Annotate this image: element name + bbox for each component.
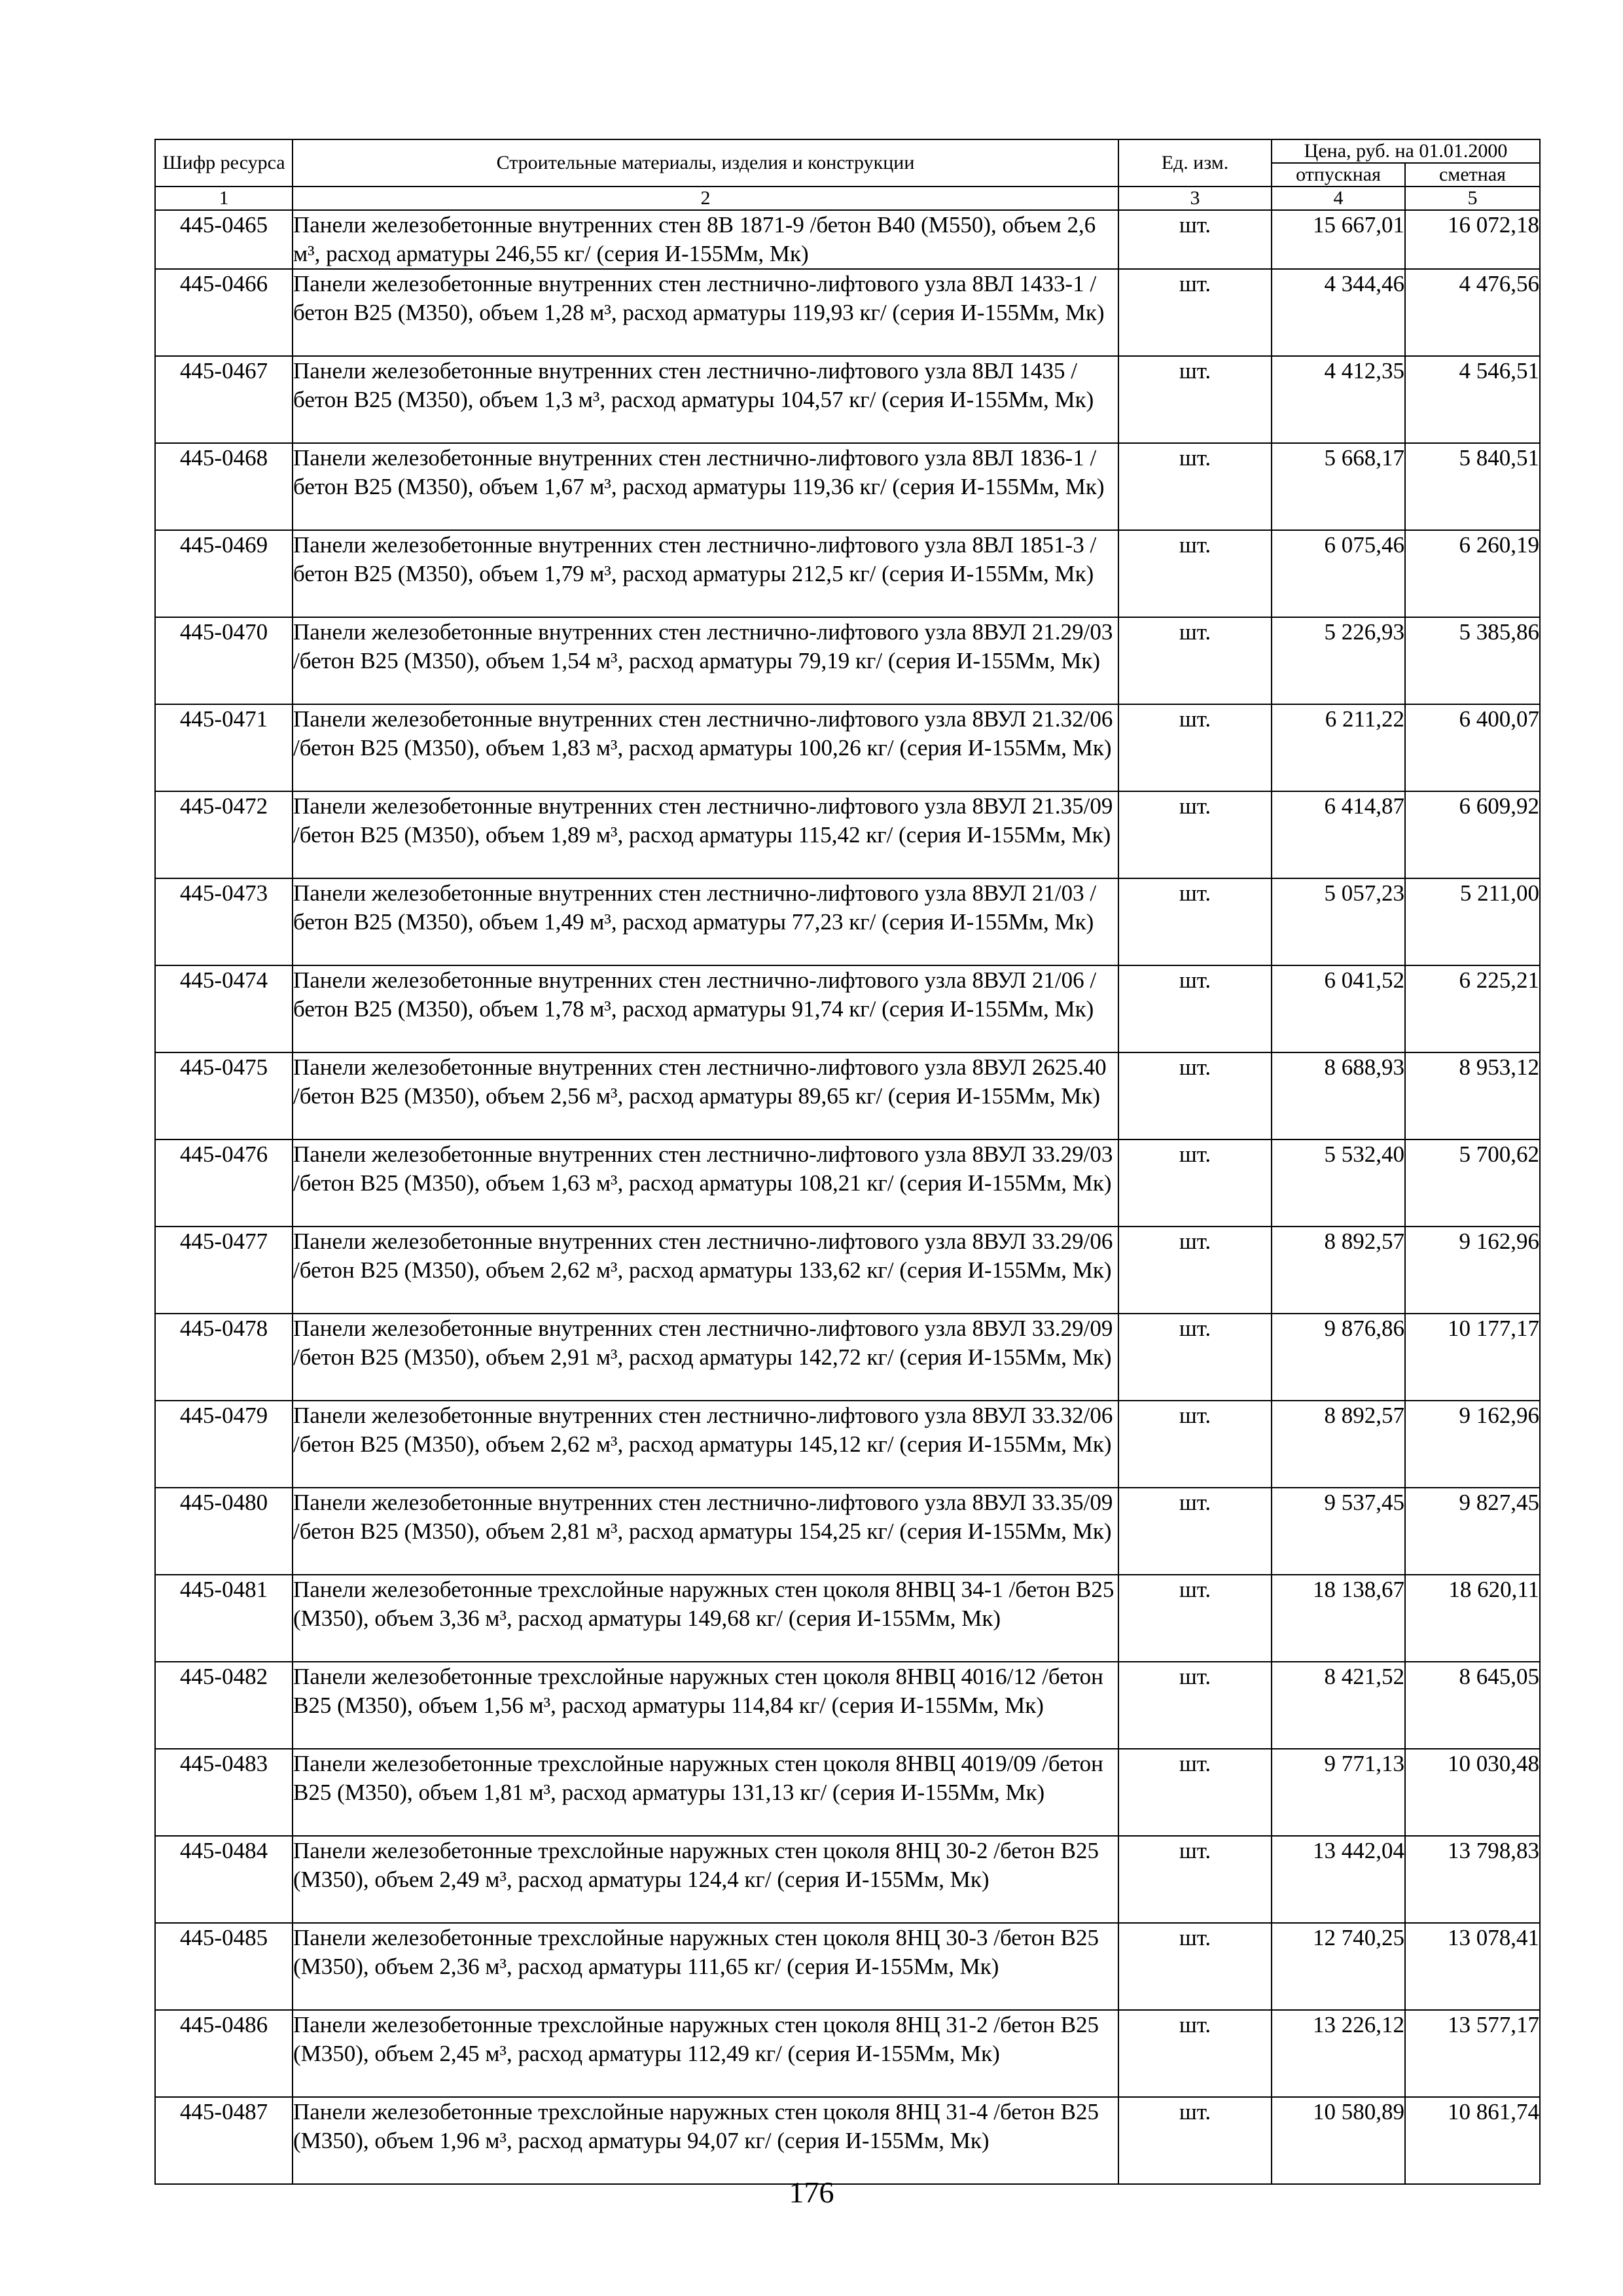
material-name-cell: Панели железобетонные трехслойные наружных стен цоколя 8НВЦ 34-1 /бетон В25 (М350), объем 3,36 м³, расход арматуры 149,68 кг/ (серия И-155Мм, Мк) <box>293 1575 1118 1662</box>
unit-cell: шт. <box>1118 1662 1272 1749</box>
resource-code-cell: 445-0475 <box>155 1052 293 1139</box>
resource-code-cell: 445-0467 <box>155 356 293 443</box>
unit-cell: шт. <box>1118 1139 1272 1227</box>
header-price-group: Цена, руб. на 01.01.2000 <box>1272 139 1540 163</box>
estimate-price-cell: 8 645,05 <box>1405 1662 1540 1749</box>
table-body <box>155 210 1540 2184</box>
unit-cell: шт. <box>1118 704 1272 791</box>
table-row <box>155 1575 1540 1662</box>
unit-cell: шт. <box>1118 2097 1272 2184</box>
resource-code-cell: 445-0483 <box>155 1749 293 1836</box>
resource-code-cell: 445-0484 <box>155 1836 293 1923</box>
resource-code-cell: 445-0466 <box>155 269 293 356</box>
release-price-cell: 13 442,04 <box>1272 1836 1405 1923</box>
unit-cell: шт. <box>1118 1314 1272 1401</box>
release-price-cell: 6 414,87 <box>1272 791 1405 878</box>
release-price-cell: 8 892,57 <box>1272 1227 1405 1314</box>
estimate-price-cell: 10 861,74 <box>1405 2097 1540 2184</box>
resource-code-cell: 445-0487 <box>155 2097 293 2184</box>
material-name-cell: Панели железобетонные трехслойные наружных стен цоколя 8НЦ 31-4 /бетон В25 (М350), объем 1,96 м³, расход арматуры 94,07 кг/ (серия И-155Мм, Мк) <box>293 2097 1118 2184</box>
release-price-cell: 8 892,57 <box>1272 1401 1405 1488</box>
release-price-cell: 5 226,93 <box>1272 617 1405 704</box>
resource-code-cell: 445-0465 <box>155 210 293 269</box>
resource-code-cell: 445-0470 <box>155 617 293 704</box>
resource-code-cell: 445-0476 <box>155 1139 293 1227</box>
table-row <box>155 269 1540 356</box>
material-name-cell: Панели железобетонные трехслойные наружных стен цоколя 8НЦ 30-3 /бетон В25 (М350), объем 2,36 м³, расход арматуры 111,65 кг/ (серия И-155Мм, Мк) <box>293 1923 1118 2010</box>
resource-code-cell: 445-0474 <box>155 965 293 1052</box>
table-row <box>155 1227 1540 1314</box>
material-name-cell: Панели железобетонные внутренних стен лестнично-лифтового узла 8ВУЛ 21/03 /бетон В25 (М350), объем 1,49 м³, расход арматуры 77,23 кг/ (серия И-155Мм, Мк) <box>293 878 1118 965</box>
table-row <box>155 1488 1540 1575</box>
estimate-price-cell: 10 030,48 <box>1405 1749 1540 1836</box>
release-price-cell: 9 876,86 <box>1272 1314 1405 1401</box>
table-row <box>155 1749 1540 1836</box>
resource-code-cell: 445-0485 <box>155 1923 293 2010</box>
column-number: 5 <box>1405 187 1540 210</box>
unit-cell: шт. <box>1118 210 1272 269</box>
unit-cell: шт. <box>1118 1052 1272 1139</box>
estimate-price-cell: 4 546,51 <box>1405 356 1540 443</box>
estimate-price-cell: 9 827,45 <box>1405 1488 1540 1575</box>
release-price-cell: 6 041,52 <box>1272 965 1405 1052</box>
material-name-cell: Панели железобетонные внутренних стен лестнично-лифтового узла 8ВЛ 1435 /бетон В25 (М350), объем 1,3 м³, расход арматуры 104,57 кг/ (серия И-155Мм, Мк) <box>293 356 1118 443</box>
price-table <box>154 139 1541 2185</box>
estimate-price-cell: 6 400,07 <box>1405 704 1540 791</box>
estimate-price-cell: 5 700,62 <box>1405 1139 1540 1227</box>
release-price-cell: 12 740,25 <box>1272 1923 1405 2010</box>
resource-code-cell: 445-0473 <box>155 878 293 965</box>
material-name-cell: Панели железобетонные внутренних стен лестнично-лифтового узла 8ВУЛ 33.29/09 /бетон В25 (М350), объем 2,91 м³, расход арматуры 142,72 кг/ (серия И-155Мм, Мк) <box>293 1314 1118 1401</box>
resource-code-cell: 445-0478 <box>155 1314 293 1401</box>
table-row <box>155 965 1540 1052</box>
column-number: 4 <box>1272 187 1405 210</box>
release-price-cell: 4 344,46 <box>1272 269 1405 356</box>
release-price-cell: 9 771,13 <box>1272 1749 1405 1836</box>
header-name: Строительные материалы, изделия и конструкции <box>293 139 1118 187</box>
header-release-price: отпускная <box>1272 163 1405 187</box>
estimate-price-cell: 16 072,18 <box>1405 210 1540 269</box>
material-name-cell: Панели железобетонные внутренних стен лестнично-лифтового узла 8ВЛ 1433-1 /бетон В25 (М350), объем 1,28 м³, расход арматуры 119,93 кг/ (серия И-155Мм, Мк) <box>293 269 1118 356</box>
estimate-price-cell: 10 177,17 <box>1405 1314 1540 1401</box>
unit-cell: шт. <box>1118 791 1272 878</box>
table-row <box>155 704 1540 791</box>
unit-cell: шт. <box>1118 269 1272 356</box>
resource-code-cell: 445-0468 <box>155 443 293 530</box>
unit-cell: шт. <box>1118 965 1272 1052</box>
column-number: 1 <box>155 187 293 210</box>
material-name-cell: Панели железобетонные внутренних стен лестнично-лифтового узла 8ВЛ 1836-1 /бетон В25 (М350), объем 1,67 м³, расход арматуры 119,36 кг/ (серия И-155Мм, Мк) <box>293 443 1118 530</box>
material-name-cell: Панели железобетонные внутренних стен лестнично-лифтового узла 8ВЛ 1851-3 /бетон В25 (М350), объем 1,79 м³, расход арматуры 212,5 кг/ (серия И-155Мм, Мк) <box>293 530 1118 617</box>
table-header <box>155 139 1540 210</box>
resource-code-cell: 445-0482 <box>155 1662 293 1749</box>
unit-cell: шт. <box>1118 1749 1272 1836</box>
release-price-cell: 9 537,45 <box>1272 1488 1405 1575</box>
estimate-price-cell: 6 609,92 <box>1405 791 1540 878</box>
material-name-cell: Панели железобетонные внутренних стен лестнично-лифтового узла 8ВУЛ 21.32/06 /бетон В25 (М350), объем 1,83 м³, расход арматуры 100,26 кг/ (серия И-155Мм, Мк) <box>293 704 1118 791</box>
release-price-cell: 5 532,40 <box>1272 1139 1405 1227</box>
unit-cell: шт. <box>1118 1488 1272 1575</box>
table-row <box>155 1836 1540 1923</box>
release-price-cell: 5 668,17 <box>1272 443 1405 530</box>
resource-code-cell: 445-0477 <box>155 1227 293 1314</box>
material-name-cell: Панели железобетонные внутренних стен лестнично-лифтового узла 8ВУЛ 33.29/03 /бетон В25 (М350), объем 1,63 м³, расход арматуры 108,21 кг/ (серия И-155Мм, Мк) <box>293 1139 1118 1227</box>
estimate-price-cell: 5 840,51 <box>1405 443 1540 530</box>
resource-code-cell: 445-0486 <box>155 2010 293 2097</box>
table-row <box>155 1923 1540 2010</box>
resource-code-cell: 445-0481 <box>155 1575 293 1662</box>
table-row <box>155 1662 1540 1749</box>
resource-code-cell: 445-0479 <box>155 1401 293 1488</box>
column-number: 3 <box>1118 187 1272 210</box>
table-row <box>155 1401 1540 1488</box>
unit-cell: шт. <box>1118 617 1272 704</box>
estimate-price-cell: 9 162,96 <box>1405 1401 1540 1488</box>
unit-cell: шт. <box>1118 878 1272 965</box>
table-row <box>155 878 1540 965</box>
table-row <box>155 443 1540 530</box>
estimate-price-cell: 6 260,19 <box>1405 530 1540 617</box>
release-price-cell: 18 138,67 <box>1272 1575 1405 1662</box>
table-row <box>155 617 1540 704</box>
material-name-cell: Панели железобетонные трехслойные наружных стен цоколя 8НЦ 30-2 /бетон В25 (М350), объем 2,49 м³, расход арматуры 124,4 кг/ (серия И-155Мм, Мк) <box>293 1836 1118 1923</box>
estimate-price-cell: 4 476,56 <box>1405 269 1540 356</box>
material-name-cell: Панели железобетонные внутренних стен лестнично-лифтового узла 8ВУЛ 33.35/09 /бетон В25 (М350), объем 2,81 м³, расход арматуры 154,25 кг/ (серия И-155Мм, Мк) <box>293 1488 1118 1575</box>
estimate-price-cell: 13 798,83 <box>1405 1836 1540 1923</box>
release-price-cell: 10 580,89 <box>1272 2097 1405 2184</box>
column-number: 2 <box>293 187 1118 210</box>
material-name-cell: Панели железобетонные внутренних стен 8В 1871-9 /бетон В40 (М550), объем 2,6 м³, расход арматуры 246,55 кг/ (серия И-155Мм, Мк) <box>293 210 1118 269</box>
material-name-cell: Панели железобетонные внутренних стен лестнично-лифтового узла 8ВУЛ 2625.40 /бетон В25 (М350), объем 2,56 м³, расход арматуры 89,65 кг/ (серия И-155Мм, Мк) <box>293 1052 1118 1139</box>
release-price-cell: 6 075,46 <box>1272 530 1405 617</box>
material-name-cell: Панели железобетонные внутренних стен лестнично-лифтового узла 8ВУЛ 33.29/06 /бетон В25 (М350), объем 2,62 м³, расход арматуры 133,62 кг/ (серия И-155Мм, Мк) <box>293 1227 1118 1314</box>
table-row <box>155 2010 1540 2097</box>
unit-cell: шт. <box>1118 1575 1272 1662</box>
material-name-cell: Панели железобетонные внутренних стен лестнично-лифтового узла 8ВУЛ 21.29/03 /бетон В25 (М350), объем 1,54 м³, расход арматуры 79,19 кг/ (серия И-155Мм, Мк) <box>293 617 1118 704</box>
unit-cell: шт. <box>1118 1836 1272 1923</box>
release-price-cell: 5 057,23 <box>1272 878 1405 965</box>
unit-cell: шт. <box>1118 1401 1272 1488</box>
estimate-price-cell: 5 211,00 <box>1405 878 1540 965</box>
material-name-cell: Панели железобетонные трехслойные наружных стен цоколя 8НВЦ 4019/09 /бетон В25 (М350), объем 1,81 м³, расход арматуры 131,13 кг/ (серия И-155Мм, Мк) <box>293 1749 1118 1836</box>
estimate-price-cell: 8 953,12 <box>1405 1052 1540 1139</box>
estimate-price-cell: 5 385,86 <box>1405 617 1540 704</box>
header-code: Шифр ресурса <box>155 139 293 187</box>
table-row <box>155 1052 1540 1139</box>
estimate-price-cell: 13 078,41 <box>1405 1923 1540 2010</box>
header-unit: Ед. изм. <box>1118 139 1272 187</box>
estimate-price-cell: 9 162,96 <box>1405 1227 1540 1314</box>
unit-cell: шт. <box>1118 356 1272 443</box>
estimate-price-cell: 6 225,21 <box>1405 965 1540 1052</box>
unit-cell: шт. <box>1118 443 1272 530</box>
release-price-cell: 4 412,35 <box>1272 356 1405 443</box>
resource-code-cell: 445-0471 <box>155 704 293 791</box>
table-row <box>155 1314 1540 1401</box>
table-row <box>155 210 1540 269</box>
table-row <box>155 791 1540 878</box>
release-price-cell: 8 688,93 <box>1272 1052 1405 1139</box>
release-price-cell: 13 226,12 <box>1272 2010 1405 2097</box>
material-name-cell: Панели железобетонные внутренних стен лестнично-лифтового узла 8ВУЛ 33.32/06 /бетон В25 (М350), объем 2,62 м³, расход арматуры 145,12 кг/ (серия И-155Мм, Мк) <box>293 1401 1118 1488</box>
release-price-cell: 6 211,22 <box>1272 704 1405 791</box>
column-number-row <box>155 187 1540 210</box>
table-row <box>155 2097 1540 2184</box>
table-row <box>155 356 1540 443</box>
table-row <box>155 1139 1540 1227</box>
material-name-cell: Панели железобетонные внутренних стен лестнично-лифтового узла 8ВУЛ 21/06 /бетон В25 (М350), объем 1,78 м³, расход арматуры 91,74 кг/ (серия И-155Мм, Мк) <box>293 965 1118 1052</box>
header-estimate-price: сметная <box>1405 163 1540 187</box>
resource-code-cell: 445-0469 <box>155 530 293 617</box>
release-price-cell: 8 421,52 <box>1272 1662 1405 1749</box>
material-name-cell: Панели железобетонные внутренних стен лестнично-лифтового узла 8ВУЛ 21.35/09 /бетон В25 (М350), объем 1,89 м³, расход арматуры 115,42 кг/ (серия И-155Мм, Мк) <box>293 791 1118 878</box>
table-row <box>155 530 1540 617</box>
unit-cell: шт. <box>1118 530 1272 617</box>
estimate-price-cell: 13 577,17 <box>1405 2010 1540 2097</box>
unit-cell: шт. <box>1118 1227 1272 1314</box>
estimate-price-cell: 18 620,11 <box>1405 1575 1540 1662</box>
resource-code-cell: 445-0472 <box>155 791 293 878</box>
release-price-cell: 15 667,01 <box>1272 210 1405 269</box>
material-name-cell: Панели железобетонные трехслойные наружных стен цоколя 8НЦ 31-2 /бетон В25 (М350), объем 2,45 м³, расход арматуры 112,49 кг/ (серия И-155Мм, Мк) <box>293 2010 1118 2097</box>
material-name-cell: Панели железобетонные трехслойные наружных стен цоколя 8НВЦ 4016/12 /бетон В25 (М350), объем 1,56 м³, расход арматуры 114,84 кг/ (серия И-155Мм, Мк) <box>293 1662 1118 1749</box>
unit-cell: шт. <box>1118 1923 1272 2010</box>
page-number: 176 <box>789 2176 834 2209</box>
resource-code-cell: 445-0480 <box>155 1488 293 1575</box>
unit-cell: шт. <box>1118 2010 1272 2097</box>
